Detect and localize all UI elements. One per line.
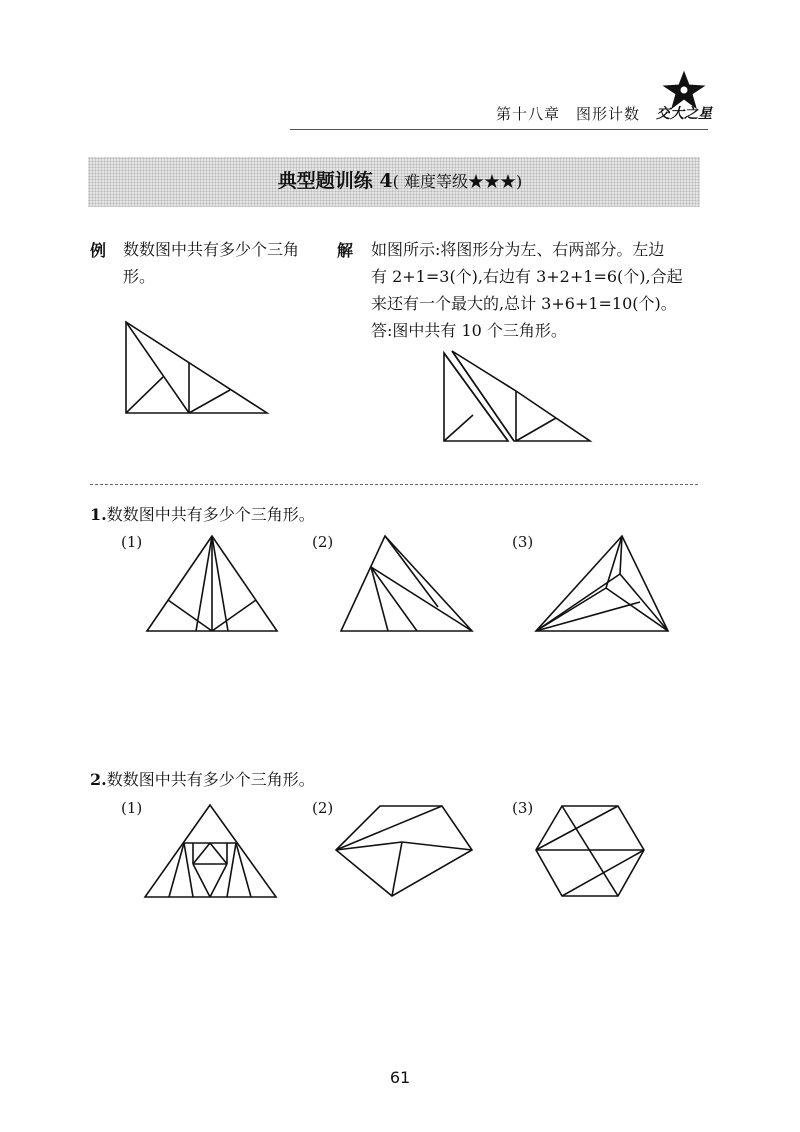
problem-1-figure-1	[140, 530, 285, 636]
section-title	[0, 166, 800, 193]
problem-2-number: 2.	[90, 770, 107, 789]
problem-2-text: 数数图中共有多少个三角形。	[106, 770, 315, 789]
problem-2-figure-2	[330, 800, 480, 902]
problem-1-figure-3	[530, 530, 675, 636]
difficulty-label: ( 难度等级★★★)	[392, 172, 523, 191]
problem-2-fig-2-label: (2)	[312, 799, 334, 817]
problem-1-number: 1.	[90, 505, 107, 524]
section-title-main: 典型题训练 4	[277, 170, 393, 192]
solution-line-2: 有 2+1=3(个),右边有 3+2+1=6(个),合起	[371, 267, 683, 286]
problem-1-fig-3-label: (3)	[512, 533, 534, 551]
example-figure	[118, 315, 278, 420]
problem-1-figure-2	[335, 530, 480, 636]
problem-2-figure-1	[138, 800, 283, 902]
problem-1-fig-1-label: (1)	[121, 533, 143, 551]
example-question: 数数图中共有多少个三角形。	[123, 240, 300, 286]
problem-2-figure-3	[530, 800, 650, 902]
solution-label: 解	[337, 241, 354, 260]
example-label: 例	[90, 241, 107, 260]
problem-1-fig-2-label: (2)	[312, 533, 334, 551]
solution-line-3: 来还有一个最大的,总计 3+6+1=10(个)。	[371, 294, 677, 313]
problem-2	[90, 766, 315, 793]
problem-1	[90, 501, 315, 528]
page-number: 61	[389, 1068, 411, 1087]
problem-2-fig-1-label: (1)	[121, 799, 143, 817]
solution-line-1: 如图所示:将图形分为左、右两部分。左边	[371, 240, 665, 259]
chapter-header: 第十八章 图形计数	[496, 105, 641, 123]
problem-1-text: 数数图中共有多少个三角形。	[106, 505, 315, 524]
header-divider	[290, 129, 708, 130]
problem-2-fig-3-label: (3)	[512, 799, 534, 817]
solution-figure	[438, 345, 598, 447]
brand-logo-text: 交大之星	[656, 106, 712, 122]
section-divider	[90, 484, 698, 485]
solution-answer: 答:图中共有 10 个三角形。	[371, 321, 567, 340]
